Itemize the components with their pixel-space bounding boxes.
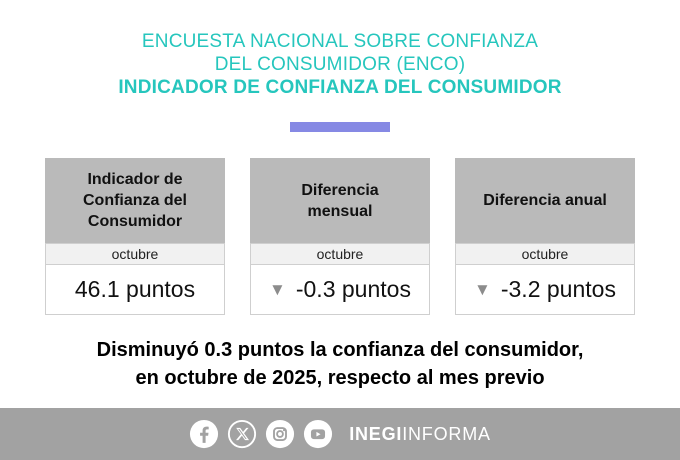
indicator-cards-row [0,158,680,315]
title-line-1: ENCUESTA NACIONAL SOBRE CONFIANZA [141,31,539,52]
trend-down-icon: ▼ [474,280,491,299]
purple-divider-bar [290,122,390,132]
card-monthly-value: -0.3 puntos [295,276,411,302]
instagram-icon [265,419,295,449]
brand-informa: INFORMA [402,423,491,444]
card-indicator [45,158,225,315]
card-indicator-value: 46.1 puntos [74,276,196,302]
headline-line-2: en octubre de 2025, respecto al mes previo [135,367,545,389]
title-line-3: INDICADOR DE CONFIANZA DEL CONSUMIDOR [118,77,562,98]
headline-line-1: Disminuyó 0.3 puntos la confianza del consumidor, [96,339,584,361]
x-icon [227,419,257,449]
card-annual-period: octubre [455,243,635,265]
card-monthly-period: octubre [250,243,430,265]
card-annual-value: -3.2 puntos [500,276,616,302]
headline [0,336,680,392]
card-annual-value-row [455,265,635,315]
title-block [0,0,680,99]
card-indicator-header: Indicador de Confianza del Consumidor [45,158,225,243]
youtube-icon [303,419,333,449]
card-monthly-header: Diferencia mensual [250,158,430,243]
footer-band [0,408,680,460]
card-annual-header: Diferencia anual [455,158,635,243]
card-indicator-period: octubre [45,243,225,265]
card-annual-difference [455,158,635,315]
facebook-icon [189,419,219,449]
trend-down-icon: ▼ [269,280,286,299]
inegi-informa-wordmark [349,424,491,445]
title-line-2: DEL CONSUMIDOR (ENCO) [214,54,466,75]
brand-inegi: INEGI [349,423,403,444]
card-monthly-value-row [250,265,430,315]
card-indicator-value-row [45,265,225,315]
card-monthly-difference [250,158,430,315]
